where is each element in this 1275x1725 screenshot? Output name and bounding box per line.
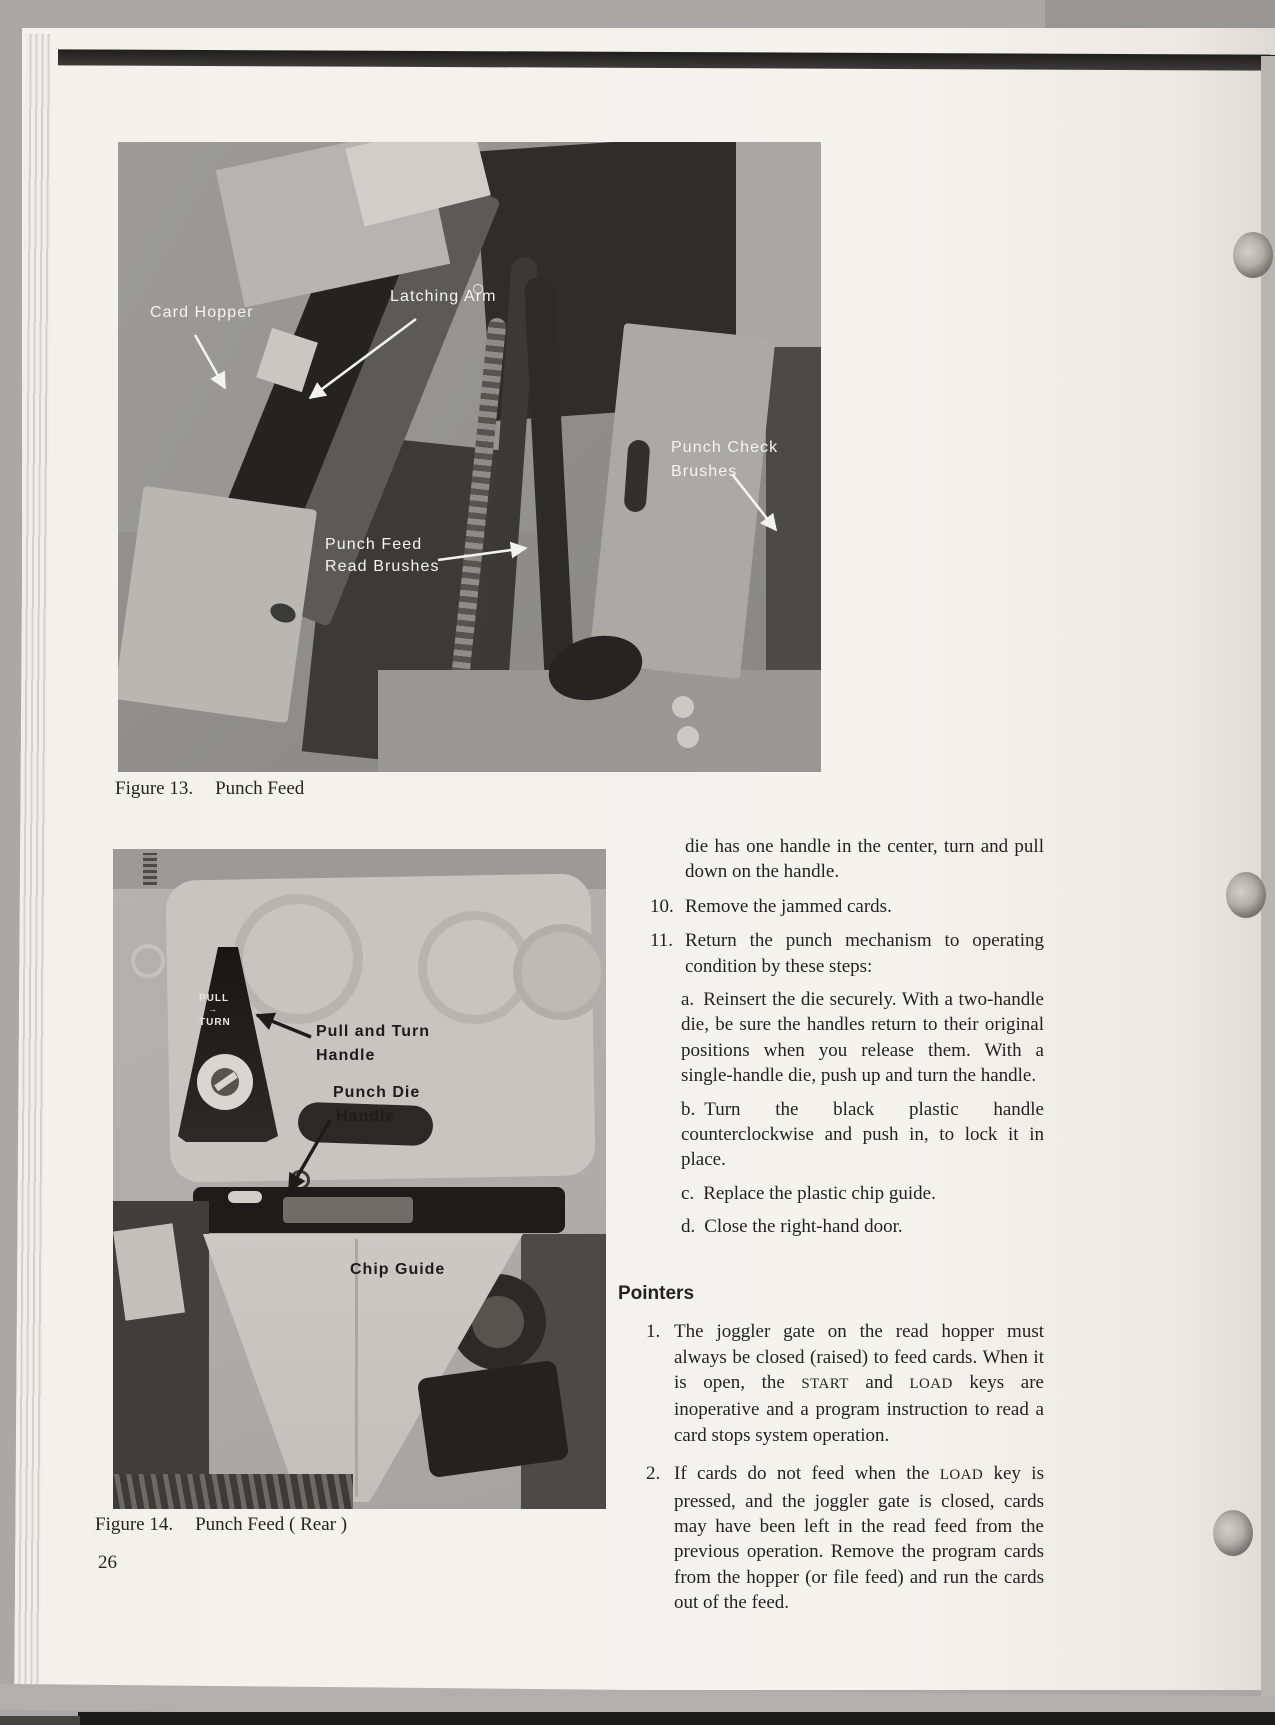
punch-die-handle-label xyxy=(333,1081,420,1129)
scan-bottom-edge-left xyxy=(0,1716,80,1725)
substep-text: Replace the plastic chip guide. xyxy=(703,1182,936,1204)
continuation-text: die has one handle in the center, turn and pull down on the handle. xyxy=(685,836,1044,883)
substep-text: Reinsert the die securely. With a two-handle die, be sure the handles return to their original positions when you release them. With a single-handle die, push up and turn the handle. xyxy=(681,989,1044,1087)
figure-13-photo xyxy=(118,142,821,772)
item-number: 10. xyxy=(650,895,674,917)
binder-hole xyxy=(1233,232,1273,278)
card-hopper-label-text: Card Hopper xyxy=(150,304,254,321)
chip-guide-label xyxy=(350,1261,445,1279)
punch-check-line2: Brushes xyxy=(671,463,738,480)
punch-die-arrow xyxy=(289,1120,330,1191)
figure-14-caption xyxy=(95,1514,347,1536)
key-name-load: LOAD xyxy=(939,1467,984,1484)
pull-and-turn-line1: Pull and Turn xyxy=(316,1023,431,1040)
pointers-heading xyxy=(618,1281,1044,1306)
numbered-item xyxy=(618,894,1044,919)
item-text: Remove the jammed cards. xyxy=(685,895,892,917)
key-name-start: START xyxy=(801,1375,849,1392)
handle-turn: TURN xyxy=(199,1017,231,1028)
pointer-item xyxy=(618,1461,1044,1617)
page-number xyxy=(98,1552,117,1574)
figure-13-caption-label: Figure 13. xyxy=(115,778,194,799)
page-number-text: 26 xyxy=(98,1552,117,1573)
pointer-item xyxy=(618,1319,1044,1448)
punch-check-brushes-label xyxy=(671,436,778,484)
pointers-heading-text: Pointers xyxy=(618,1282,695,1304)
key-name-load: LOAD xyxy=(909,1375,953,1392)
substep-letter: a. xyxy=(681,989,695,1011)
pointer-number: 2. xyxy=(646,1463,661,1485)
pointer-number: 1. xyxy=(646,1321,661,1343)
scan-bottom-edge xyxy=(78,1712,1275,1725)
chip-guide-label-text: Chip Guide xyxy=(350,1261,446,1278)
substep-letter: d. xyxy=(681,1216,696,1238)
punch-feed-read-brushes-arrow xyxy=(438,548,526,560)
handle-arrow-glyph: → xyxy=(208,1004,218,1014)
punch-feed-read-line2: Read Brushes xyxy=(325,558,440,575)
card-hopper-arrow xyxy=(195,335,225,388)
punch-die-line1: Punch Die xyxy=(333,1084,421,1101)
pointer-seg: keys are inoperative and a program instruction to read a card stops system operation. xyxy=(674,1371,1044,1446)
substep xyxy=(681,987,1044,1089)
pull-turn-arrow xyxy=(257,1015,311,1037)
punch-check-line1: Punch Check xyxy=(671,439,779,456)
numbered-item xyxy=(618,928,1044,979)
latching-arm-arrow xyxy=(310,319,416,398)
substep-text: Turn the black plastic handle counterclockwise and push in, to lock it in place. xyxy=(681,1098,1044,1171)
punch-feed-read-line1: Punch Feed xyxy=(325,536,423,553)
pointer-seg: If cards do not feed when the xyxy=(674,1463,940,1485)
handle-pull: PULL xyxy=(199,993,230,1004)
substep xyxy=(681,1181,1044,1206)
text-column xyxy=(618,834,1044,1618)
figure-14-arrows xyxy=(113,849,606,1509)
substep xyxy=(681,1214,1044,1239)
paragraph-continuation xyxy=(685,834,1044,885)
pointer-seg: and xyxy=(848,1371,910,1393)
item-text: Return the punch mechanism to operating condition by these steps: xyxy=(685,930,1044,977)
substep-text: Close the right-hand door. xyxy=(704,1216,903,1238)
punch-feed-read-brushes-label xyxy=(325,534,440,578)
substep-letter: c. xyxy=(681,1182,695,1204)
binder-hole xyxy=(1226,872,1266,918)
pointer-text xyxy=(674,1461,1044,1617)
pointer-text xyxy=(674,1319,1044,1448)
latching-arm-label-text: Latching Arm xyxy=(390,288,497,305)
card-hopper-label xyxy=(150,304,254,322)
binder-hole xyxy=(1213,1510,1253,1556)
figure-14-caption-title: Punch Feed ( Rear ) xyxy=(195,1514,348,1535)
substep-letter: b. xyxy=(681,1098,696,1120)
pointer-seg: key is pressed, and the joggler gate is closed, cards may have been left in the read feed from the previous operation. Remove the program cards from the hopper (or file feed) and run the cards out of the feed. xyxy=(674,1463,1044,1614)
pull-and-turn-label xyxy=(316,1020,430,1068)
pointer-seg: The joggler gate on the read hopper must always be closed (raised) to feed cards. When it is open, the xyxy=(674,1321,1044,1393)
substep xyxy=(681,1097,1044,1173)
figure-14-caption-label: Figure 14. xyxy=(95,1514,174,1535)
pull-and-turn-line2: Handle xyxy=(316,1047,376,1064)
figure-13-caption-title: Punch Feed xyxy=(215,778,305,799)
punch-die-line2: Handle xyxy=(336,1108,396,1125)
figure-13-caption xyxy=(115,778,304,800)
item-number: 11. xyxy=(650,930,674,952)
latching-arm-label xyxy=(390,288,497,306)
figure-14-photo xyxy=(113,849,606,1509)
